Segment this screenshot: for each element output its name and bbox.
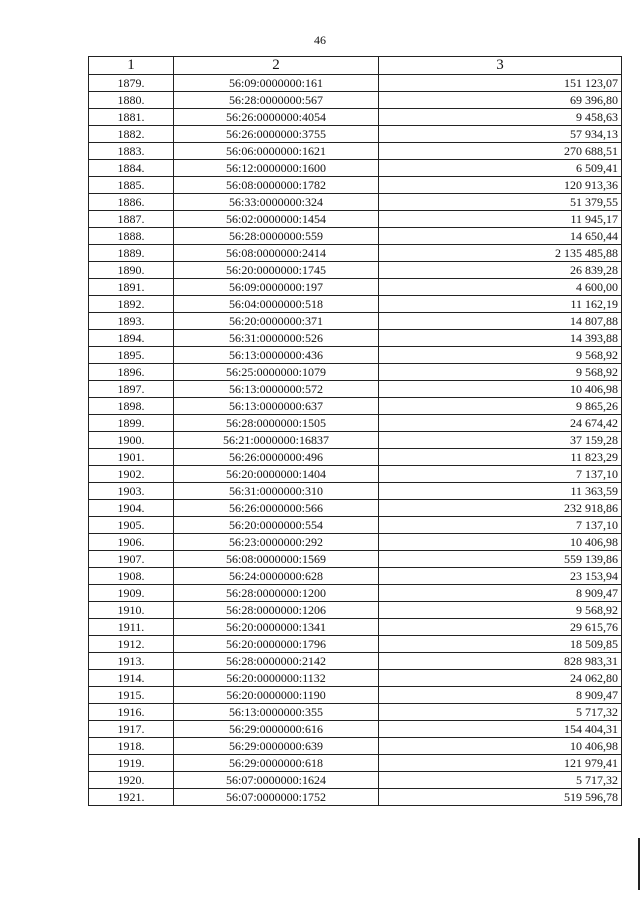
cadastral-number-cell: 56:20:0000000:554: [174, 517, 379, 534]
table-row: [89, 211, 622, 228]
amount-cell: 4 600,00: [379, 279, 622, 296]
table-row: [89, 415, 622, 432]
table-row: [89, 721, 622, 738]
cadastral-number-cell: 56:07:0000000:1752: [174, 789, 379, 806]
row-number-cell: 1905.: [89, 517, 174, 534]
amount-cell: 14 807,88: [379, 313, 622, 330]
amount-cell: 8 909,47: [379, 585, 622, 602]
table-row: [89, 126, 622, 143]
table-header: [89, 57, 622, 75]
table-row: [89, 347, 622, 364]
cadastral-number-cell: 56:21:0000000:16837: [174, 432, 379, 449]
table-row: [89, 551, 622, 568]
page-number: 46: [314, 33, 326, 47]
row-number-cell: 1891.: [89, 279, 174, 296]
table-row: [89, 194, 622, 211]
amount-cell: 11 823,29: [379, 449, 622, 466]
row-number-cell: 1900.: [89, 432, 174, 449]
table-row: [89, 704, 622, 721]
table-row: [89, 92, 622, 109]
cadastral-number-cell: 56:13:0000000:355: [174, 704, 379, 721]
amount-cell: 10 406,98: [379, 738, 622, 755]
table-row: [89, 534, 622, 551]
table-row: [89, 432, 622, 449]
amount-cell: 6 509,41: [379, 160, 622, 177]
row-number-cell: 1906.: [89, 534, 174, 551]
table-row: [89, 670, 622, 687]
row-number-cell: 1903.: [89, 483, 174, 500]
amount-cell: 9 568,92: [379, 602, 622, 619]
row-number-cell: 1907.: [89, 551, 174, 568]
cadastral-number-cell: 56:20:0000000:1132: [174, 670, 379, 687]
row-number-cell: 1897.: [89, 381, 174, 398]
row-number-cell: 1896.: [89, 364, 174, 381]
table-row: [89, 313, 622, 330]
table-row: [89, 772, 622, 789]
row-number-cell: 1909.: [89, 585, 174, 602]
cadastral-number-cell: 56:20:0000000:1796: [174, 636, 379, 653]
cadastral-number-cell: 56:13:0000000:436: [174, 347, 379, 364]
row-number-cell: 1904.: [89, 500, 174, 517]
amount-cell: 151 123,07: [379, 75, 622, 92]
row-number-cell: 1921.: [89, 789, 174, 806]
row-number-cell: 1913.: [89, 653, 174, 670]
cadastral-number-cell: 56:13:0000000:637: [174, 398, 379, 415]
amount-cell: 5 717,32: [379, 772, 622, 789]
column-header-1: 1: [89, 57, 174, 75]
table-row: [89, 517, 622, 534]
data-table-container: [88, 56, 621, 806]
row-number-cell: 1899.: [89, 415, 174, 432]
table-row: [89, 381, 622, 398]
table-row: [89, 636, 622, 653]
amount-cell: 26 839,28: [379, 262, 622, 279]
amount-cell: 270 688,51: [379, 143, 622, 160]
cadastral-number-cell: 56:23:0000000:292: [174, 534, 379, 551]
cadastral-number-cell: 56:13:0000000:572: [174, 381, 379, 398]
amount-cell: 10 406,98: [379, 381, 622, 398]
row-number-cell: 1915.: [89, 687, 174, 704]
row-number-cell: 1920.: [89, 772, 174, 789]
amount-cell: 11 363,59: [379, 483, 622, 500]
amount-cell: 69 396,80: [379, 92, 622, 109]
row-number-cell: 1885.: [89, 177, 174, 194]
cadastral-number-cell: 56:29:0000000:616: [174, 721, 379, 738]
row-number-cell: 1916.: [89, 704, 174, 721]
cadastral-number-cell: 56:20:0000000:371: [174, 313, 379, 330]
table-row: [89, 619, 622, 636]
cadastral-number-cell: 56:31:0000000:526: [174, 330, 379, 347]
cadastral-number-cell: 56:28:0000000:559: [174, 228, 379, 245]
row-number-cell: 1884.: [89, 160, 174, 177]
amount-cell: 57 934,13: [379, 126, 622, 143]
table-row: [89, 296, 622, 313]
amount-cell: 5 717,32: [379, 704, 622, 721]
table-row: [89, 653, 622, 670]
amount-cell: 2 135 485,88: [379, 245, 622, 262]
table-row: [89, 568, 622, 585]
cadastral-number-cell: 56:07:0000000:1624: [174, 772, 379, 789]
row-number-cell: 1919.: [89, 755, 174, 772]
amount-cell: 154 404,31: [379, 721, 622, 738]
table-row: [89, 483, 622, 500]
row-number-cell: 1908.: [89, 568, 174, 585]
row-number-cell: 1892.: [89, 296, 174, 313]
table-row: [89, 449, 622, 466]
table-body: [89, 75, 622, 806]
cadastral-number-cell: 56:09:0000000:197: [174, 279, 379, 296]
amount-cell: 24 062,80: [379, 670, 622, 687]
cadastral-number-cell: 56:20:0000000:1341: [174, 619, 379, 636]
amount-cell: 232 918,86: [379, 500, 622, 517]
amount-cell: 10 406,98: [379, 534, 622, 551]
table-row: [89, 500, 622, 517]
table-row: [89, 364, 622, 381]
cadastral-number-cell: 56:08:0000000:1569: [174, 551, 379, 568]
cadastral-number-cell: 56:04:0000000:518: [174, 296, 379, 313]
row-number-cell: 1883.: [89, 143, 174, 160]
cadastral-number-cell: 56:33:0000000:324: [174, 194, 379, 211]
row-number-cell: 1882.: [89, 126, 174, 143]
table-row: [89, 330, 622, 347]
amount-cell: 14 393,88: [379, 330, 622, 347]
amount-cell: 828 983,31: [379, 653, 622, 670]
cadastral-number-cell: 56:28:0000000:1505: [174, 415, 379, 432]
cadastral-number-cell: 56:20:0000000:1404: [174, 466, 379, 483]
row-number-cell: 1887.: [89, 211, 174, 228]
row-number-cell: 1917.: [89, 721, 174, 738]
table-row: [89, 228, 622, 245]
row-number-cell: 1889.: [89, 245, 174, 262]
amount-cell: 7 137,10: [379, 517, 622, 534]
cadastral-number-cell: 56:20:0000000:1190: [174, 687, 379, 704]
table-row: [89, 109, 622, 126]
row-number-cell: 1895.: [89, 347, 174, 364]
table-row: [89, 755, 622, 772]
table-row: [89, 143, 622, 160]
row-number-cell: 1879.: [89, 75, 174, 92]
table-row: [89, 687, 622, 704]
cadastral-number-cell: 56:31:0000000:310: [174, 483, 379, 500]
row-number-cell: 1898.: [89, 398, 174, 415]
cadastral-number-cell: 56:26:0000000:4054: [174, 109, 379, 126]
row-number-cell: 1910.: [89, 602, 174, 619]
cadastral-number-cell: 56:08:0000000:1782: [174, 177, 379, 194]
table-row: [89, 398, 622, 415]
row-number-cell: 1890.: [89, 262, 174, 279]
cadastral-number-cell: 56:09:0000000:161: [174, 75, 379, 92]
cadastral-number-cell: 56:25:0000000:1079: [174, 364, 379, 381]
amount-cell: 14 650,44: [379, 228, 622, 245]
amount-cell: 9 568,92: [379, 347, 622, 364]
amount-cell: 11 945,17: [379, 211, 622, 228]
table-row: [89, 262, 622, 279]
cadastral-number-cell: 56:26:0000000:496: [174, 449, 379, 466]
cadastral-number-cell: 56:28:0000000:567: [174, 92, 379, 109]
table-row: [89, 279, 622, 296]
amount-cell: 559 139,86: [379, 551, 622, 568]
row-number-cell: 1888.: [89, 228, 174, 245]
amount-cell: 51 379,55: [379, 194, 622, 211]
column-header-3: 3: [379, 57, 622, 75]
cadastral-number-cell: 56:28:0000000:1206: [174, 602, 379, 619]
cadastral-number-cell: 56:12:0000000:1600: [174, 160, 379, 177]
cadastral-number-cell: 56:02:0000000:1454: [174, 211, 379, 228]
cadastral-number-cell: 56:26:0000000:566: [174, 500, 379, 517]
amount-cell: 120 913,36: [379, 177, 622, 194]
cadastral-number-cell: 56:06:0000000:1621: [174, 143, 379, 160]
row-number-cell: 1901.: [89, 449, 174, 466]
amount-cell: 9 865,26: [379, 398, 622, 415]
amount-cell: 18 509,85: [379, 636, 622, 653]
amount-cell: 23 153,94: [379, 568, 622, 585]
table-row: [89, 738, 622, 755]
amount-cell: 7 137,10: [379, 466, 622, 483]
table-row: [89, 466, 622, 483]
cadastral-number-cell: 56:28:0000000:2142: [174, 653, 379, 670]
table-row: [89, 789, 622, 806]
amount-cell: 11 162,19: [379, 296, 622, 313]
amount-cell: 121 979,41: [379, 755, 622, 772]
row-number-cell: 1894.: [89, 330, 174, 347]
amount-cell: 29 615,76: [379, 619, 622, 636]
row-number-cell: 1881.: [89, 109, 174, 126]
amount-cell: 9 568,92: [379, 364, 622, 381]
row-number-cell: 1893.: [89, 313, 174, 330]
amount-cell: 8 909,47: [379, 687, 622, 704]
table-row: [89, 602, 622, 619]
cadastral-number-cell: 56:29:0000000:618: [174, 755, 379, 772]
table-row: [89, 177, 622, 194]
cadastral-number-cell: 56:08:0000000:2414: [174, 245, 379, 262]
table-row: [89, 75, 622, 92]
row-number-cell: 1918.: [89, 738, 174, 755]
cadastral-number-cell: 56:29:0000000:639: [174, 738, 379, 755]
row-number-cell: 1880.: [89, 92, 174, 109]
data-table: [88, 56, 622, 806]
cadastral-number-cell: 56:20:0000000:1745: [174, 262, 379, 279]
row-number-cell: 1886.: [89, 194, 174, 211]
row-number-cell: 1902.: [89, 466, 174, 483]
table-row: [89, 585, 622, 602]
amount-cell: 519 596,78: [379, 789, 622, 806]
amount-cell: 9 458,63: [379, 109, 622, 126]
column-header-2: 2: [174, 57, 379, 75]
amount-cell: 37 159,28: [379, 432, 622, 449]
amount-cell: 24 674,42: [379, 415, 622, 432]
cadastral-number-cell: 56:24:0000000:628: [174, 568, 379, 585]
row-number-cell: 1912.: [89, 636, 174, 653]
table-header-row: [89, 57, 622, 75]
cadastral-number-cell: 56:28:0000000:1200: [174, 585, 379, 602]
row-number-cell: 1911.: [89, 619, 174, 636]
table-row: [89, 160, 622, 177]
row-number-cell: 1914.: [89, 670, 174, 687]
table-row: [89, 245, 622, 262]
cadastral-number-cell: 56:26:0000000:3755: [174, 126, 379, 143]
